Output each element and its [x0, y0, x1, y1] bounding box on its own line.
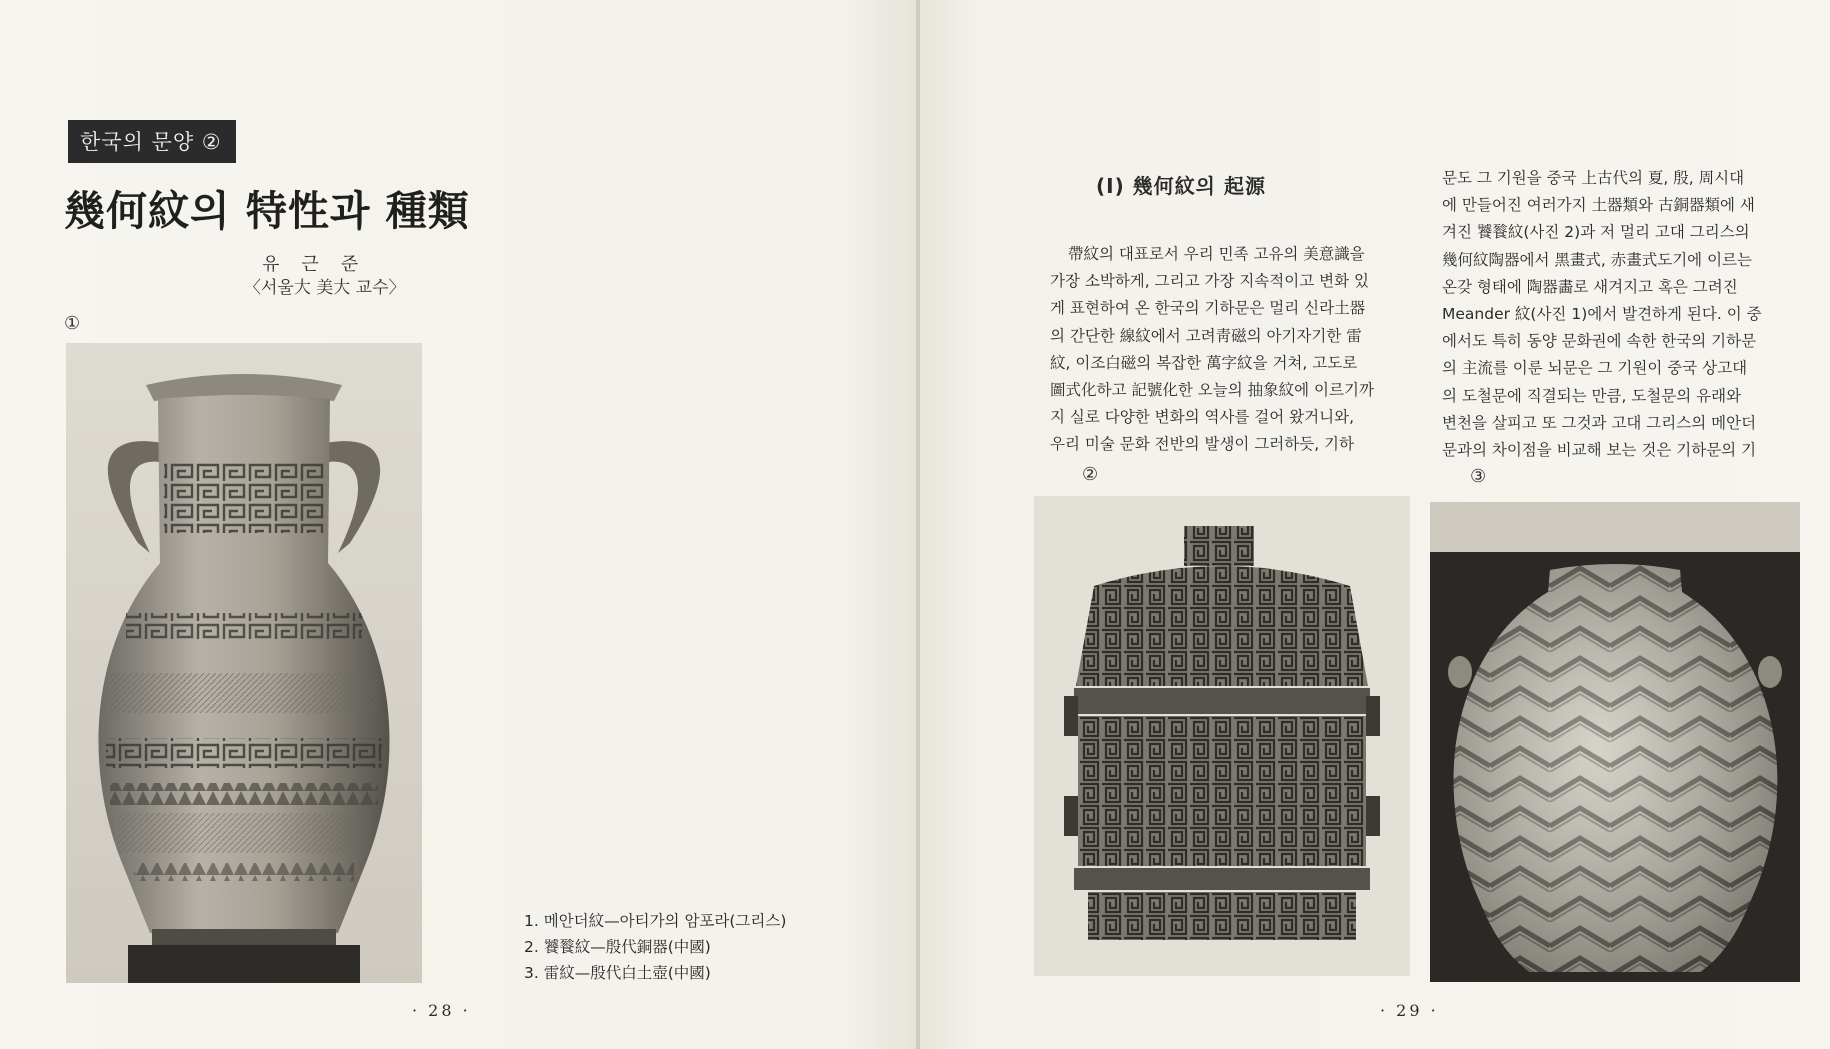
caption-2: 2. 饕餮紋—殷代銅器(中國): [524, 938, 711, 956]
author-name: 유근준: [262, 254, 381, 275]
text-line: 帶紋의 대표로서 우리 민족 고유의 美意識을: [1068, 245, 1365, 263]
text-line: 에서도 특히 동양 문화권에 속한 한국의 기하문: [1442, 332, 1757, 351]
text-line: 에 만들어진 여러가지 土器類와 古銅器類에 새: [1442, 196, 1755, 215]
text-line: 의 도철문에 직결되는 만큼, 도철문의 유래와: [1442, 386, 1742, 405]
text-line: Meander 紋(사진 1)에서 발견하게 된다. 이 중: [1442, 305, 1762, 324]
figure-1-amphora-photo: [66, 343, 422, 983]
series-tag: 한국의 문양 ②: [68, 120, 236, 163]
text-line: 紋, 이조白磁의 복잡한 萬字紋을 거쳐, 고도로: [1050, 353, 1358, 372]
body-column-1: [1050, 241, 1410, 459]
body-column-2: [1442, 165, 1798, 464]
text-line: 圖式化하고 記號化한 오늘의 抽象紋에 이르기까: [1050, 381, 1374, 400]
text-line: 幾何紋陶器에서 黑畫式, 赤畫式도기에 이르는: [1442, 250, 1752, 269]
text-line: 온갖 형태에 陶器畵로 새겨지고 혹은 그려진: [1442, 277, 1738, 296]
page-number-right: · 29 ·: [1380, 1001, 1439, 1020]
page-title: 幾何紋의 特性과 種類: [64, 187, 470, 235]
text-line: 게 표현하여 온 한국의 기하문은 멀리 신라土器: [1050, 299, 1366, 318]
figure-captions: [524, 908, 786, 986]
text-line: 우리 미술 문화 전반의 발생이 그러하듯, 기하: [1050, 435, 1355, 454]
section-heading: (Ⅰ) 幾何紋의 起源: [1096, 174, 1266, 198]
text-line: 가장 소박하게, 그리고 가장 지속적이고 변화 있: [1050, 272, 1369, 291]
figure-3-white-pottery-jar-photo: [1430, 502, 1800, 982]
caption-3: 3. 雷紋—殷代白土壺(中國): [524, 964, 711, 982]
text-line: 문도 그 기원을 중국 上古代의 夏, 殷, 周시대: [1442, 169, 1745, 187]
text-line: 문과의 차이점을 비교해 보는 것은 기하문의 기: [1442, 441, 1757, 460]
author-affiliation: 〈서울大 美大 교수〉: [244, 278, 406, 298]
text-line: 변천을 살피고 또 그것과 고대 그리스의 메안더: [1442, 413, 1757, 432]
figure-2-bronze-vessel-photo: [1034, 496, 1410, 976]
figure-1-label: ①: [64, 313, 81, 334]
figure-2-label: ②: [1082, 464, 1099, 485]
text-line: 의 主流를 이룬 뇌문은 그 기원이 중국 상고대: [1442, 359, 1748, 378]
text-line: 의 간단한 線紋에서 고려靑磁의 아기자기한 雷: [1050, 326, 1362, 345]
caption-1: 1. 메안더紋—아티가의 암포라(그리스): [524, 912, 787, 930]
text-line: 지 실로 다양한 변화의 역사를 걸어 왔거니와,: [1050, 408, 1355, 427]
figure-3-label: ③: [1470, 466, 1487, 487]
page-number-left: · 28 ·: [412, 1001, 471, 1020]
text-line: 겨진 饕餮紋(사진 2)과 저 멀리 고대 그리스의: [1442, 223, 1750, 242]
